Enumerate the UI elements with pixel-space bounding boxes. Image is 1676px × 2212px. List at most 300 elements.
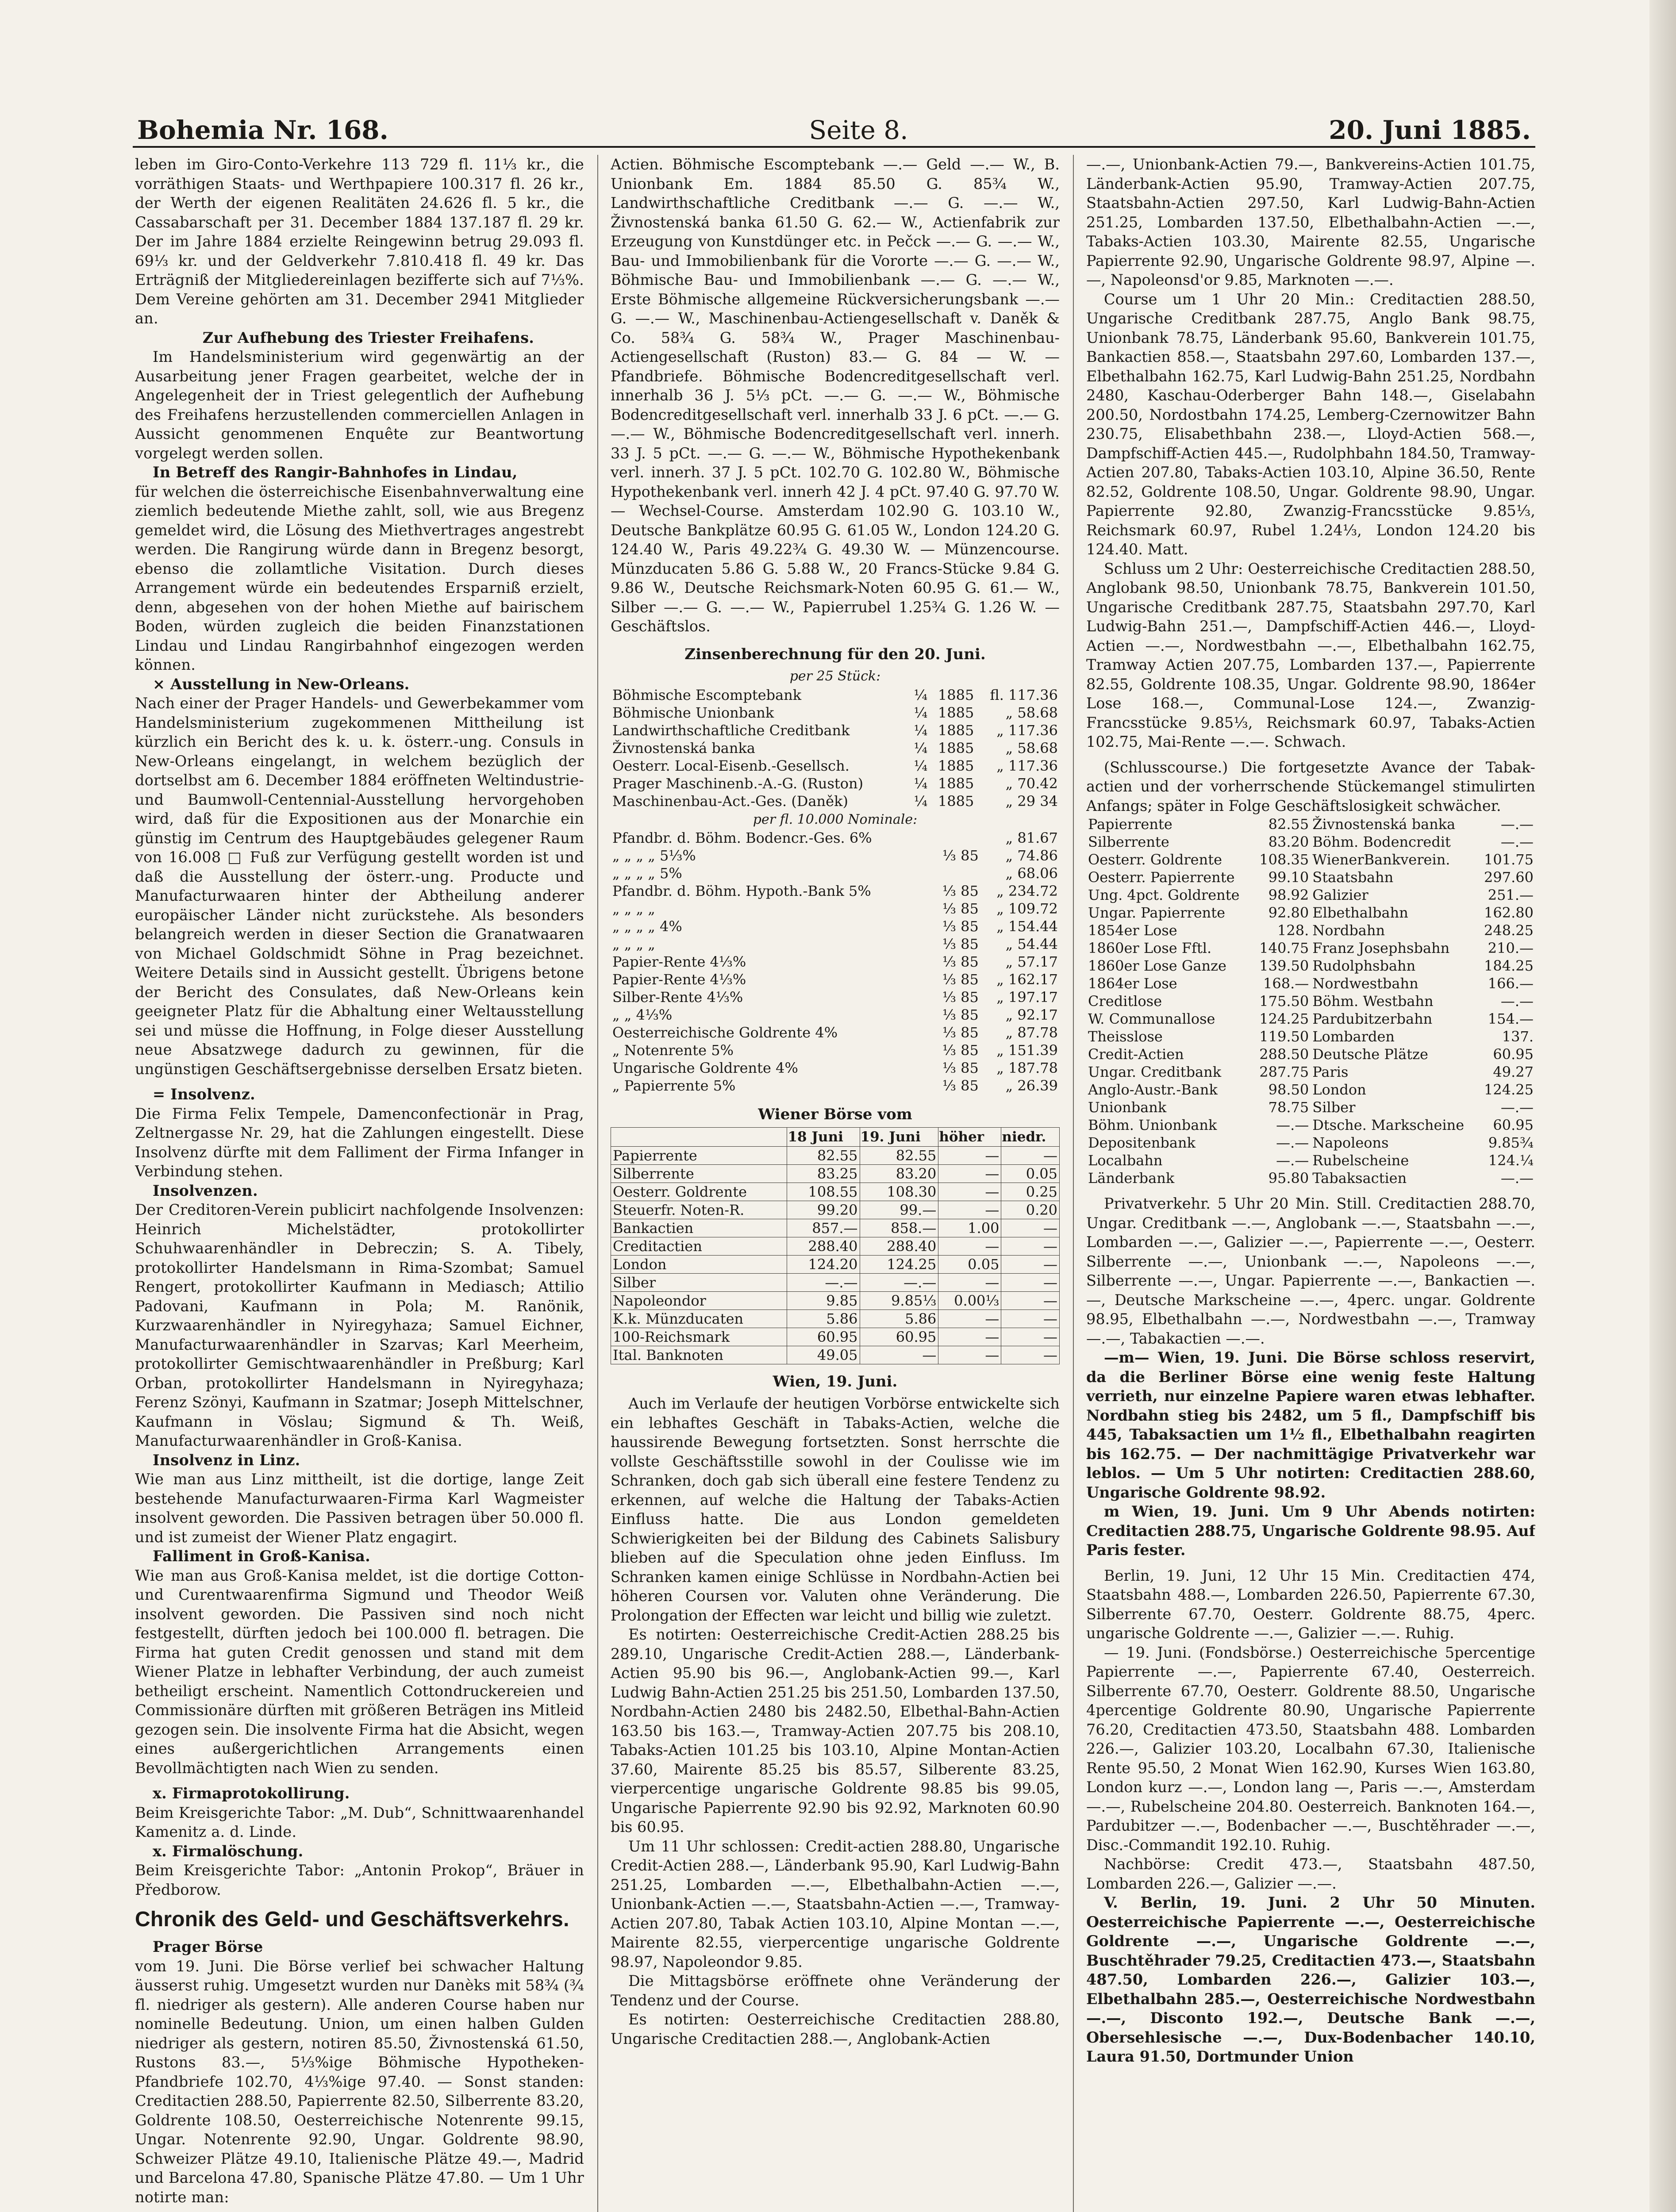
table-cell: 251.—: [1488, 887, 1534, 903]
table-cell: „ „ „ „ 5⅓%: [612, 847, 696, 864]
table-cell: —: [938, 1201, 1001, 1219]
subheading: In Betreff des Rangir-Bahnhofes in Lindau,: [153, 464, 518, 481]
table-cell: „ 117.36: [996, 722, 1058, 739]
table-cell: Böhmische Unionbank: [612, 704, 774, 721]
table-cell: —: [938, 1146, 1001, 1164]
table-cell: ⅓ 85: [942, 1042, 979, 1059]
table-cell: „ 68.06: [1005, 865, 1058, 882]
table-cell: Steuerfr. Noten-R.: [611, 1201, 787, 1219]
wien-title: Wien, 19. Juni.: [773, 1372, 898, 1390]
boerse-row: [611, 1328, 1060, 1346]
schluss-row: [1086, 1116, 1535, 1134]
table-cell: 1885: [938, 757, 974, 774]
zins-row: [611, 829, 1060, 847]
table-cell: Lombarden: [1312, 1028, 1395, 1045]
table-cell: 83.20: [1268, 833, 1309, 850]
table-cell: 166.—: [1488, 975, 1534, 992]
table-cell: 128.: [1277, 922, 1309, 939]
schluss-row: [1086, 851, 1535, 868]
table-cell: ¼: [914, 686, 928, 703]
table-cell: „ 109.72: [996, 900, 1058, 917]
table-cell: —.—: [1500, 993, 1534, 1010]
table-cell: —.—: [1276, 1117, 1309, 1133]
paragraph: leben im Giro-Conto-Verkehre 113 729 fl. 11⅓ kr., die vorräthigen Staats- und Werthpapiere 100.317 fl. 26 kr., der Werth der eigenen Realitäten 24.626 fl. 5 kr., die Cassabarschaft per 31. December 1884 137.187 fl. 29 kr. Der im Jahre 1884 erzielte Reingewinn betrug 29.093 fl. 69⅓ kr. und der Geldverkehr 7.810.418 fl. 49 kr. Das Erträgniß der Mitgliedereinlagen bezifferte sich auf 7⅓%. Dem Vereine gehörten am 31. December 2941 Mitglieder an.: [135, 156, 584, 327]
paragraph: Es notirten: Oesterreichische Credit-Actien 288.25 bis 289.10, Ungarische Credit-Actien 288.—, Länderbank-Actien 95.90 bis 96.—, Anglobank-Actien 99.—, Karl Ludwig Bahn-Actien 251.25 bis 251.50, Lombarden 137.50, Nordbahn-Actien 2480 bis 2482.50, Elbethal-Bahn-Actien 163.50 bis 163.—, Tramway-Actien 207.75 bis 208.10, Tabaks-Actien 101.25 bis 103.10, Alpine Montan-Actien 37.60, Mairente 85.25 bis 85.57, Silberente 83.25, vierpercentige ungarische Goldrente 98.85 bis 99.05, Ungarische Papierrente 92.90 bis 92.92, Marknoten 60.90 bis 60.95.: [611, 1626, 1060, 1836]
table-cell: K.k. Münzducaten: [611, 1310, 787, 1328]
table-cell: 137.: [1502, 1028, 1534, 1045]
table-cell: Dtsche. Markscheine: [1312, 1117, 1465, 1133]
table-cell: Ungarische Goldrente 4%: [612, 1060, 798, 1076]
schluss-row: [1086, 1010, 1535, 1028]
paragraph: Wie man aus Linz mittheilt, ist die dortige, lange Zeit bestehende Manufacturwaaren-Firma Karl Wagmeister insolvent geworden. Die Passiven betragen über 50.000 fl. und ist zumeist der Wiener Platz engagirt.: [135, 1471, 584, 1546]
table-cell: —: [1001, 1291, 1060, 1310]
table-cell: London: [1312, 1081, 1366, 1098]
table-cell: Silber: [1312, 1099, 1356, 1116]
schluss-row: [1086, 1045, 1535, 1063]
table-cell: Prager Maschinenb.-A.-G. (Ruston): [612, 775, 864, 792]
table-cell: 857.—: [787, 1219, 860, 1237]
table-cell: Oesterreichische Goldrente 4%: [612, 1024, 838, 1041]
page-header: [137, 96, 1531, 145]
paragraph: Im Handelsministerium wird gegenwärtig an der Ausarbeitung jener Fragen gearbeitet, welche der in Angelegenheit der in Triest gelegentlich der Aufhebung des Freihafens herzustellenden commerciellen Anlagen in Aussicht genommenen Enquête zur Beantwortung vorgelegt werden sollen.: [135, 348, 584, 462]
column-1: [135, 155, 584, 2212]
table-cell: Silber-Rente 4⅓%: [612, 989, 743, 1006]
table-cell: ¼: [914, 792, 928, 810]
table-header-cell: höher: [938, 1127, 1001, 1146]
table-cell: „ 92.17: [1005, 1006, 1058, 1023]
paragraph: V. Berlin, 19. Juni. 2 Uhr 50 Minuten. Oesterreichische Papierrente —.—, Oesterreichische Goldrente —.—, Ungarische Goldrente —.—, Buschtěhrader 79.25, Creditactien 473.—, Staatsbahn 487.50, Lombarden 226.—, Galizier 103.—, Elbethalbahn 285.—, Oesterreichische Nordwestbahn —.—, Disconto 192.—, Deutsche Bank —.—, Obersehlesische —.—, Dux-Bodenbacher 140.10, Laura 91.50, Dortmunder Union: [1086, 1894, 1535, 2065]
table-cell: 9.85⅓: [860, 1291, 938, 1310]
schluss-row: [1086, 1063, 1535, 1081]
paragraph: Schluss um 2 Uhr: Oesterreichische Creditactien 288.50, Anglobank 98.50, Unionbank 78.75, Bankverein 101.50, Ungarische Creditbank 287.75, Staatsbahn 297.70, Karl Ludwig-Bahn 251.—, Dampfschiff-Actien 446.—, Lloyd-Actien —.—, Nordwestbahn —.—, Elbethalbahn 162.75, Tramway Actien 207.75, Lombarden 137.—, Papierrente 82.55, Goldrente 108.35, Ungar. Goldrente 98.90, 1864er Lose 168.—, Communal-Lose 124.—, Zwanzig-Francsstücke 9.85⅓, Reichsmark 60.97, Tabaks-Actien 102.75, Mai-Rente —.—. Schwach.: [1086, 560, 1535, 750]
zins-row: [611, 971, 1060, 988]
table-cell: —: [1001, 1310, 1060, 1328]
paragraph: Die Mittagsbörse eröffnete ohne Veränderung der Tendenz und der Course.: [611, 1972, 1060, 2009]
table-cell: 288.50: [1259, 1046, 1309, 1063]
table-cell: 139.50: [1259, 957, 1309, 974]
schluss-row: [1086, 1152, 1535, 1169]
zins-row: [611, 686, 1060, 704]
table-cell: 0.05: [938, 1255, 1001, 1273]
table-cell: „ „ „ „: [612, 900, 655, 917]
table-cell: Napoleondor: [611, 1291, 787, 1310]
table-cell: Tabaksactien: [1312, 1170, 1407, 1187]
paragraph: Nach einer der Prager Handels- und Gewerbekammer vom Handelsministerium zugekommenen Mittheilung ist kürzlich ein Bericht des k. u. k. österr.-ung. Consuls in New-Orleans eingelangt, in welchem bezüglich der dortselbst am 6. December 1884 eröffneten Weltindustrie- und Baumwoll-Centennial-Ausstellung hervorgehoben wird, daß für die Expositionen aus der Monarchie ein günstig im Centrum des Hauptgebäudes gelegener Raum von 16.008 □ Fuß zur Verfügung gestellt worden ist und daß die Ausstellung der österr.-ung. Producte und Manufacturwaaren hinter der Abtheilung anderer europäischer Länder nicht zurückstehe. Als besonders belangreich werden in dieser Section die Granatwaaren von Michael Goldschmidt Söhne in Prag bezeichnet. Weitere Details sind in Aussicht gestellt. Übrigens betone der Bericht des Consulates, daß New-Orleans kein geeigneter Platz für die Abhaltung einer Weltausstellung sei und müsse die Hoffnung, in Folge dieser Ausstellung neue Absatzwege dadurch zu gewinnen, für die ungünstigen Geschäftsergebnisse derselben Ersatz bieten.: [135, 695, 584, 1078]
table-cell: „ 70.42: [1005, 775, 1058, 792]
table-cell: 1885: [938, 722, 974, 739]
boerse-row: [611, 1219, 1060, 1237]
table-cell: Credit-Actien: [1088, 1046, 1184, 1063]
zins-row: [611, 722, 1060, 739]
table-cell: 99.20: [787, 1201, 860, 1219]
table-cell: 1854er Lose: [1088, 922, 1177, 939]
table-cell: Galizier: [1312, 887, 1368, 903]
paragraph: vom 19. Juni. Die Börse verlief bei schwacher Haltung äusserst ruhig. Umgesetzt wurden nur Danèks mit 58¾ (¾ fl. niedriger als gestern). Alle anderen Course haben nur nominelle Bedeutung. Union, um einen halben Gulden niedriger als gestern, notiren 85.50, Živnostenská 61.50, Rustons 83.—, 5⅓%ige Böhmische Hypotheken-Pfandbriefe 102.70, 4⅓%ige 97.40. — Sonst standen: Creditactien 288.50, Papierrente 82.50, Silberrente 83.20, Goldrente 108.50, Oesterreichische Notenrente 99.15, Ungar. Notenrente 92.90, Ungar. Goldrente 98.90, Schweizer Plätze 49.10, Italienische Plätze 49.—, Madrid und Barcelona 47.80, Spanische Plätze 47.80. — Um 1 Uhr notirte man:: [135, 1957, 584, 2206]
table-cell: Böhm. Bodencredit: [1312, 833, 1451, 850]
table-cell: Papierrente: [1088, 816, 1172, 833]
table-cell: —: [860, 1346, 938, 1364]
zins-row: [611, 900, 1060, 918]
table-cell: 168.—: [1263, 975, 1309, 992]
subheading: Zur Aufhebung des Triester Freihafens.: [202, 329, 534, 346]
table-cell: 99.—: [860, 1201, 938, 1219]
zins-row: [611, 739, 1060, 757]
table-cell: —: [938, 1183, 1001, 1201]
schluss-row: [1086, 922, 1535, 939]
header-rule: [133, 146, 1535, 148]
table-cell: 108.30: [860, 1183, 938, 1201]
boerse-table: [611, 1127, 1060, 1364]
paragraph: m Wien, 19. Juni. Um 9 Uhr Abends notirten: Creditactien 288.75, Ungarische Goldrente 98.95. Auf Paris fester.: [1086, 1503, 1535, 1559]
table-cell: 82.55: [860, 1146, 938, 1164]
paragraph: Course um 1 Uhr 20 Min.: Creditactien 288.50, Ungarische Creditbank 287.75, Anglo Bank 98.75, Unionbank 78.75, Länderbank 95.60, Bankverein 101.75, Bankactien 858.—, Staatsbahn 297.60, Lombarden 137.—, Elbethalbahn 162.75, Karl Ludwig-Bahn 251.25, Nordbahn 2480, Kaschau-Oderberger Bahn 148.—, Giselabahn 200.50, Nordostbahn 174.25, Lemberg-Czernowitzer Bahn 230.75, Elisabethbahn 238.—, Lloyd-Actien 568.—, Dampfschiff-Actien 445.—, Rudolphbahn 184.50, Tramway-Actien 207.80, Tabaks-Actien 103.10, Alpine 36.50, Rente 82.52, Goldrente 108.50, Ungar. Goldrente 98.90, Ungar. Papierrente 92.80, Zwanzig-Francsstücke 9.85⅓, Reichsmark 60.97, Rubel 1.24⅓, London 124.20 bis 124.40. Matt.: [1086, 290, 1535, 558]
table-cell: —.—: [1276, 1152, 1309, 1169]
subheading: Falliment in Groß-Kanisa.: [153, 1548, 370, 1565]
table-cell: —: [938, 1310, 1001, 1328]
table-cell: „ 74.86: [1005, 847, 1058, 864]
zins-row: [611, 935, 1060, 953]
zins-row: [611, 918, 1060, 935]
table-header-cell: niedr.: [1001, 1127, 1060, 1146]
table-cell: „ 58.68: [1005, 704, 1058, 721]
boerse-row: [611, 1201, 1060, 1219]
table-cell: ¼: [914, 739, 928, 757]
table-cell: „ 234.72: [996, 883, 1058, 899]
table-cell: 100-Reichsmark: [611, 1328, 787, 1346]
subheading: Prager Börse: [153, 1938, 263, 1955]
boerse-row: [611, 1146, 1060, 1164]
zins-row: [611, 953, 1060, 971]
zins-subtitle: per fl. 10.000 Nominale:: [753, 811, 918, 827]
boerse-row: [611, 1346, 1060, 1364]
paragraph: Beim Kreisgerichte Tabor: „Antonin Prokop“, Bräuer in Předborow.: [135, 1862, 584, 1898]
table-cell: Ungar. Creditbank: [1088, 1064, 1222, 1080]
paragraph: für welchen die österreichische Eisenbahnverwaltung eine ziemlich bedeutende Miethe zahlt, soll, wie aus Bregenz gemeldet wird, die Lösung des Miethvertrages angestrebt werden. Die Rangirung würde dann in Bregenz besorgt, ebenso die zollamtliche Visitation. Durch dieses Arrangement würde ein bedeutendes Ersparniß erzielt, denn, abgesehen von der hohen Miethe auf bairischem Boden, würden zugleich die beiden Finanzstationen Lindau und Lindau Rangirbahnhof eingezogen werden können.: [135, 483, 584, 673]
table-cell: Oesterr. Papierrente: [1088, 869, 1235, 886]
table-cell: Živnostenská banka: [1312, 816, 1456, 833]
table-cell: „ 154.44: [996, 918, 1058, 935]
table-cell: —: [1001, 1146, 1060, 1164]
table-cell: —: [1001, 1255, 1060, 1273]
table-cell: —.—: [860, 1273, 938, 1291]
zins-subtitle: per 25 Stück:: [789, 668, 881, 684]
table-cell: „ 151.39: [996, 1042, 1058, 1059]
section-title: Chronik des Geld- und Geschäftsverkehrs.: [135, 1908, 569, 1931]
zins-row: [611, 1077, 1060, 1094]
schluss-row: [1086, 1081, 1535, 1098]
table-cell: Länderbank: [1088, 1170, 1175, 1187]
table-cell: „ 197.17: [996, 989, 1058, 1006]
table-cell: „ 187.78: [996, 1060, 1058, 1076]
zins-row: [611, 757, 1060, 775]
table-cell: ⅓ 85: [942, 971, 979, 988]
zins-row: [611, 988, 1060, 1006]
table-cell: Böhm. Westbahn: [1312, 993, 1434, 1010]
table-cell: —: [1001, 1237, 1060, 1255]
table-cell: 95.80: [1268, 1170, 1309, 1187]
table-cell: —.—: [1276, 1134, 1309, 1151]
table-cell: Ital. Banknoten: [611, 1346, 787, 1364]
table-cell: Ung. 4pct. Goldrente: [1088, 887, 1240, 903]
zins-table-2: [611, 829, 1060, 1094]
table-cell: 175.50: [1259, 993, 1309, 1010]
table-cell: 9.85: [787, 1291, 860, 1310]
table-cell: Paris: [1312, 1064, 1349, 1080]
table-cell: 1885: [938, 704, 974, 721]
table-cell: „ 87.78: [1005, 1024, 1058, 1041]
table-cell: ⅓ 85: [942, 1060, 979, 1076]
table-cell: Oesterr. Local-Eisenb.-Gesellsch.: [612, 757, 850, 774]
table-cell: 1885: [938, 775, 974, 792]
table-cell: Pfandbr. d. Böhm. Bodencr.-Ges. 6%: [612, 830, 872, 846]
table-cell: Maschinenbau-Act.-Ges. (Daněk): [612, 792, 848, 810]
table-cell: Oesterr. Goldrente: [611, 1183, 787, 1201]
schluss-row: [1086, 886, 1535, 904]
table-cell: Silberrente: [611, 1164, 787, 1183]
paragraph: Berlin, 19. Juni, 12 Uhr 15 Min. Creditactien 474, Staatsbahn 488.—, Lombarden 226.50, Papierrente 67.30, Silberrente 67.70, Oesterr. Goldrente 88.75, 4perc. ungarische Goldrente —.—, Galizier —.—. Ruhig.: [1086, 1567, 1535, 1642]
paragraph: —m— Wien, 19. Juni. Die Börse schloss reservirt, da die Berliner Börse eine wenig feste Haltung verrieth, nur einzelne Papiere waren etwas lebhafter. Nordbahn stieg bis 2482, um 5 fl., Dampfschiff bis 445, Tabaksactien um 1½ fl., Elbethalbahn reagirten bis 162.75. — Der nachmittägige Privatverkehr war leblos. — Um 5 Uhr notirten: Creditactien 288.60, Ungarische Goldrente 98.92.: [1086, 1349, 1535, 1501]
table-cell: Oesterr. Goldrente: [1088, 851, 1222, 868]
table-cell: 288.40: [860, 1237, 938, 1255]
table-cell: 49.05: [787, 1346, 860, 1364]
column-divider: [1073, 155, 1074, 2212]
table-cell: fl. 117.36: [990, 686, 1058, 703]
table-cell: 82.55: [1268, 816, 1309, 833]
table-cell: 162.80: [1484, 904, 1534, 921]
table-cell: —.—: [787, 1273, 860, 1291]
table-cell: 49.27: [1493, 1064, 1534, 1080]
header-right: 20. Juni 1885.: [1329, 115, 1531, 145]
table-cell: [932, 829, 980, 847]
table-cell: ¼: [914, 775, 928, 792]
table-cell: Elbethalbahn: [1312, 904, 1408, 921]
table-cell: 92.80: [1268, 904, 1309, 921]
table-cell: 248.25: [1484, 922, 1534, 939]
table-cell: 140.75: [1259, 940, 1309, 956]
table-cell: —: [1001, 1273, 1060, 1291]
table-cell: 5.86: [860, 1310, 938, 1328]
table-cell: 154.—: [1488, 1010, 1534, 1027]
table-cell: „ 117.36: [996, 757, 1058, 774]
paragraph: Auch im Verlaufe der heutigen Vorbörse entwickelte sich ein lebhaftes Geschäft in Tabaks-Actien, welche die haussirende Bewegung fortsetzten. Sonst herrschte die vollste Geschäftsstille sowohl in der Coulisse wie im Schranken, doch gab sich überall eine festere Tendenz zu erkennen, auf welche die Haltung der Tabaks-Actien Einfluss hatte. Die aus London gemeldeten Schwierigkeiten bei der Bildung des Cabinets Salisbury blieben auf die Speculation ohne jeden Einfluss. Im Schranken kamen einige Schlüsse in Nordbahn-Actien bei höheren Coursen vor. Valuten ohne Veränderung. Die Prolongation der Effecten war leicht und billig wie zuletzt.: [611, 1395, 1060, 1624]
schluss-row: [1086, 868, 1535, 886]
table-cell: Theisslose: [1088, 1028, 1163, 1045]
table-cell: „ „ „ „ 4%: [612, 918, 682, 935]
table-cell: 98.92: [1268, 887, 1309, 903]
table-cell: 858.—: [860, 1219, 938, 1237]
zins-row: [611, 775, 1060, 792]
table-cell: 184.25: [1484, 957, 1534, 974]
table-cell: „ „ „ „ 5%: [612, 865, 682, 882]
table-cell: 124.25: [860, 1255, 938, 1273]
paragraph: —.—, Unionbank-Actien 79.—, Bankvereins-Actien 101.75, Länderbank-Actien 95.90, Tramway-Actien 207.75, Staatsbahn-Actien 297.50, Karl Ludwig-Bahn-Actien 251.25, Lombarden 137.50, Elbethalbahn-Actien —.—, Tabaks-Actien 103.30, Mairente 82.55, Ungarische Papierrente 92.90, Ungarische Goldrente 98.97, Alpine —.—, Napoleonsd'or 9.85, Marknoten —.—.: [1086, 156, 1535, 288]
paragraph: — 19. Juni. (Fondsbörse.) Oesterreichische 5percentige Papierrente —.—, Papierrente 67.40, Oesterreich. Silberrente 67.70, Oesterr. Goldrente 88.50, Ungarische 4percentige Goldrente 80.90, Ungarische Papierrente 76.20, Creditactien 473.50, Staatsbahn 488. Lombarden 226.—, Galizier 103.20, Localbahn 67.30, Italienische Rente 95.50, 2 Monat Wien 162.90, Kurses Wien 163.80, London kurz —.—, London lang —, Paris —.—, Amsterdam —.—, Rubelscheine 204.80. Oesterreich. Banknoten 164.—, Pardubitzer —.—, Bodenbacher —.—, Buschtěhrader —.—, Disc.-Commandit 192.10. Ruhig.: [1086, 1644, 1535, 1854]
schluss-row: [1086, 939, 1535, 957]
subheading: x. Firmaprotokollirung.: [153, 1785, 350, 1802]
table-cell: —: [938, 1346, 1001, 1364]
table-cell: „ 26.39: [1005, 1077, 1058, 1094]
table-cell: ⅓ 85: [942, 918, 979, 935]
table-cell: Papier-Rente 4⅓%: [612, 953, 746, 970]
column-2: [611, 155, 1060, 2212]
paragraph: Die Firma Felix Tempele, Damenconfectionär in Prag, Zeltnergasse Nr. 29, hat die Zahlungen eingestellt. Diese Insolvenz dürfte mit dem Falliment der Firma Infanger in Verbindung stehen.: [135, 1105, 584, 1180]
table-cell: 108.55: [787, 1183, 860, 1201]
schluss-row: [1086, 957, 1535, 975]
table-cell: 60.95: [1493, 1117, 1534, 1133]
paragraph: Actien. Böhmische Escomptebank —.— Geld —.— W., B. Unionbank Em. 1884 85.50 G. 85¾ W., Landwirthschaftliche Creditbank —.— G. —.— W., Živnostenská banka 61.50 G. 62.— W., Actienfabrik zur Erzeugung von Kunstdünger etc. in Pečck —.— G. —.— W., Bau- und Immobilienbank für die Vororte —.— G. —.— W., Böhmische Bau- und Immobilienbank —.— G. —.— W., Erste Böhmische allgemeine Rückversicherungsbank —.— G. —.— W., Maschinenbau-Actiengesellschaft v. Daněk & Co. 58¾ G. 58¾ W., Prager Maschinenbau-Actiengesellschaft (Ruston) 83.— G. 84 — W. — Pfandbriefe. Böhmische Bodencreditgesellschaft verl. innerhalb 36 J. 5⅓ pCt. —.— G. —.— W., Böhmische Bodencreditgesellschaft verl. innerhalb 33 J. 6 pCt. —.— G. —.— W., Böhmische Bodencreditgesellschaft verl. innerh. 33 J. 5 pCt. —.— G. —.— W., Böhmische Hypothekenbank verl. innerh. 37 J. 5 pCt. 102.70 G. 102.80 W., Böhmische Hypothekenbank verl. innerh 42 J. 4 pCt. 97.40 G. 97.70 W. — Wechsel-Course. Amsterdam 102.90 G. 103.10 W., Deutsche Bankplätze 60.95 G. 61.05 W., London 124.20 G. 124.40 W., Paris 49.22¾ G. 49.30 W. — Münzencourse. Münzducaten 5.86 G. 5.88 W., 20 Francs-Stücke 9.84 G. 9.86 W., Deutsche Reichsmark-Noten 60.95 G. 61.— W., Silber —.— G. —.— W., Papierrubel 1.25¾ G. 1.26 W. — Geschäftslos.: [611, 156, 1060, 635]
subheading: × Ausstellung in New-Orleans.: [153, 675, 410, 693]
table-cell: Deutsche Plätze: [1312, 1046, 1428, 1063]
paragraph: (Schlusscourse.) Die fortgesetzte Avance der Tabak-actien und der vorherrschende Stückemangel stimulirten Anfangs; später in Folge Geschäftslosigkeit schwächer.: [1086, 758, 1535, 814]
table-cell: 1885: [938, 739, 974, 757]
table-cell: „ Notenrente 5%: [612, 1042, 734, 1059]
table-cell: „ 162.17: [996, 971, 1058, 988]
zins-row: [611, 882, 1060, 900]
boerse-row: [611, 1310, 1060, 1328]
table-cell: —.—: [1500, 833, 1534, 850]
table-cell: Silber: [611, 1273, 787, 1291]
boerse-row: [611, 1183, 1060, 1201]
paragraph: Der Creditoren-Verein publicirt nachfolgende Insolvenzen: Heinrich Michelstädter, protokollirter Schuhwaarenhändler in Debreczin; S. A. Tibely, protokollirter Handelsmann in Rima-Szombat; Samuel Rengert, protokollirter Kaufmann in Mediasch; Attilio Padovani, Kaufmann in Pola; M. Ranönik, Kurzwaarenhändler in Nyiregyhaza; Samuel Eichner, Manufacturwaarenhändler in Szarvas; Karl Meerheim, protokollirter Gemischtwaarenhändler in Preßburg; Karl Orban, protokollirter Handelsmann in Nyiregyhaza; Ferenz Szönyi, Kaufmann in Szatmar; Joseph Mittelschner, Kaufmann in Vöslau; Sigmund & Th. Weiß, Manufacturwaarenhändler in Groß-Kanisa.: [135, 1201, 584, 1449]
header-left: Bohemia Nr. 168.: [137, 115, 388, 145]
header-center: Seite 8.: [809, 115, 908, 145]
subheading: = Insolvenz.: [153, 1086, 255, 1103]
zins-row: [611, 1024, 1060, 1041]
table-cell: 108.35: [1259, 851, 1309, 868]
table-cell: 124.25: [1484, 1081, 1534, 1098]
table-cell: 101.75: [1484, 851, 1534, 868]
table-cell: 288.40: [787, 1237, 860, 1255]
schluss-row: [1086, 992, 1535, 1010]
table-cell: 119.50: [1259, 1028, 1309, 1045]
table-cell: Rubelscheine: [1312, 1152, 1409, 1169]
table-cell: ¼: [914, 722, 928, 739]
column-3: [1086, 155, 1535, 2212]
paragraph: Um 11 Uhr schlossen: Credit-actien 288.80, Ungarische Credit-Actien 288.—, Länderbank 95.90, Karl Ludwig-Bahn 251.25, Lombarden —.—, Elbethalbahn-Actien —.—, Unionbank-Actien —.—, Staatsbahn-Actien —.—, Tramway-Actien 207.80, Tabak Actien 103.10, Alpine Montan —.—, Mairente 82.55, vierpercentige ungarische Goldrente 98.97, Napoleondor 9.85.: [611, 1837, 1060, 1970]
table-cell: 1885: [938, 792, 974, 810]
table-cell: „ 29 34: [1005, 792, 1058, 810]
paragraph: Es notirten: Oesterreichische Creditactien 288.80, Ungarische Creditactien 288.—, Anglobank-Actien: [611, 2011, 1060, 2047]
table-cell: ⅓ 85: [942, 900, 979, 917]
table-cell: ⅓ 85: [942, 953, 979, 970]
schluss-row: [1086, 1098, 1535, 1116]
table-cell: Papier-Rente 4⅓%: [612, 971, 746, 988]
boerse-row: [611, 1291, 1060, 1310]
table-cell: „ 54.44: [1005, 936, 1058, 952]
schlusscourse-table: [1086, 815, 1535, 1187]
zins-row: [611, 1006, 1060, 1024]
table-cell: Staatsbahn: [1312, 869, 1394, 886]
paragraph: Beim Kreisgerichte Tabor: „M. Dub“, Schnittwaarenhandel Kamenitz a. d. Linde.: [135, 1804, 584, 1840]
table-cell: 124.20: [787, 1255, 860, 1273]
subheading: Insolvenzen.: [153, 1182, 258, 1199]
table-cell: ⅓ 85: [942, 989, 979, 1006]
zins-title: Zinsenberechnung für den 20. Juni.: [684, 645, 986, 663]
table-cell: 0.05: [1001, 1164, 1060, 1183]
table-cell: 83.25: [787, 1164, 860, 1183]
table-cell: Pardubitzerbahn: [1312, 1010, 1433, 1027]
table-cell: 0.20: [1001, 1201, 1060, 1219]
table-cell: 60.95: [787, 1328, 860, 1346]
table-cell: —.—: [1500, 816, 1534, 833]
table-cell: 82.55: [787, 1146, 860, 1164]
table-cell: 124.¼: [1488, 1152, 1534, 1169]
page-spine: [1649, 0, 1676, 2212]
table-cell: —: [1001, 1219, 1060, 1237]
zins-row: [611, 847, 1060, 864]
paragraph: Nachbörse: Credit 473.—, Staatsbahn 487.50, Lombarden 226.—, Galizier —.—.: [1086, 1855, 1535, 1892]
table-cell: Franz Josephsbahn: [1312, 940, 1450, 956]
boerse-title: Wiener Börse vom: [758, 1106, 912, 1123]
table-cell: 0.00⅓: [938, 1291, 1001, 1310]
table-cell: „ „ 4⅓%: [612, 1006, 673, 1023]
table-cell: ⅓ 85: [942, 847, 979, 864]
schluss-row: [1086, 904, 1535, 922]
table-cell: 83.20: [860, 1164, 938, 1183]
table-header-cell: 18 Juni: [787, 1127, 860, 1146]
table-cell: ⅓ 85: [942, 1006, 979, 1023]
table-cell: Bankactien: [611, 1219, 787, 1237]
zins-row: [611, 792, 1060, 810]
table-cell: ⅓ 85: [942, 1077, 979, 1094]
table-cell: „ 58.68: [1005, 739, 1058, 757]
column-divider: [597, 155, 598, 2212]
table-cell: —.—: [1500, 1170, 1534, 1187]
subheading: Insolvenz in Linz.: [153, 1451, 300, 1469]
table-cell: Nordbahn: [1312, 922, 1385, 939]
table-cell: Papierrente: [611, 1146, 787, 1164]
table-cell: Böhm. Unionbank: [1088, 1117, 1217, 1133]
table-cell: „ 81.67: [1005, 830, 1058, 846]
paragraph: Privatverkehr. 5 Uhr 20 Min. Still. Creditactien 288.70, Ungar. Creditbank —.—, Anglobank —.—, Staatsbahn —.—, Lombarden —.—, Galizier —.—, Papierrente —.—, Oesterr. Silberrente —.—, Unionbank —.—, Napoleons —.—, Silberrente —.—, Ungar. Papierrente —.—, Bankactien —.—, Deutsche Markscheine —.—, 4perc. ungar. Goldrente 98.95, Elbethalbahn —.—, Nordwestbahn —.—, Tramway —.—, Tabakactien —.—.: [1086, 1195, 1535, 1347]
table-cell: 9.85¾: [1488, 1134, 1534, 1151]
table-cell: Ungar. Papierrente: [1088, 904, 1226, 921]
table-cell: Unionbank: [1088, 1099, 1167, 1116]
table-cell: 1860er Lose Fftl.: [1088, 940, 1212, 956]
table-cell: ¼: [914, 757, 928, 774]
schluss-row: [1086, 1169, 1535, 1187]
table-cell: „ 57.17: [1005, 953, 1058, 970]
table-cell: —.—: [1500, 1099, 1534, 1116]
table-cell: Landwirthschaftliche Creditbank: [612, 722, 850, 739]
schluss-row: [1086, 1028, 1535, 1045]
table-cell: 78.75: [1268, 1099, 1309, 1116]
zins-row: [611, 1059, 1060, 1077]
zins-row: [611, 864, 1060, 882]
table-cell: 210.—: [1488, 940, 1534, 956]
table-cell: Nordwestbahn: [1312, 975, 1418, 992]
table-cell: 0.25: [1001, 1183, 1060, 1201]
table-cell: 98.50: [1268, 1081, 1309, 1098]
table-cell: WienerBankverein.: [1312, 851, 1450, 868]
table-cell: 1860er Lose Ganze: [1088, 957, 1226, 974]
boerse-header-row: [611, 1127, 1060, 1146]
table-cell: ⅓ 85: [942, 1024, 979, 1041]
table-cell: 124.25: [1259, 1010, 1309, 1027]
table-cell: Creditactien: [611, 1237, 787, 1255]
table-cell: Silberrente: [1088, 833, 1169, 850]
subheading: x. Firmalöschung.: [153, 1842, 304, 1860]
table-cell: ⅓ 85: [942, 883, 979, 899]
zins-row: [611, 704, 1060, 722]
table-cell: Depositenbank: [1088, 1134, 1195, 1151]
table-cell: 1.00: [938, 1219, 1001, 1237]
table-cell: —: [938, 1328, 1001, 1346]
table-cell: Živnostenská banka: [612, 739, 755, 757]
table-cell: 99.10: [1268, 869, 1309, 886]
table-cell: 60.95: [1493, 1046, 1534, 1063]
table-header-cell: 19. Juni: [860, 1127, 938, 1146]
